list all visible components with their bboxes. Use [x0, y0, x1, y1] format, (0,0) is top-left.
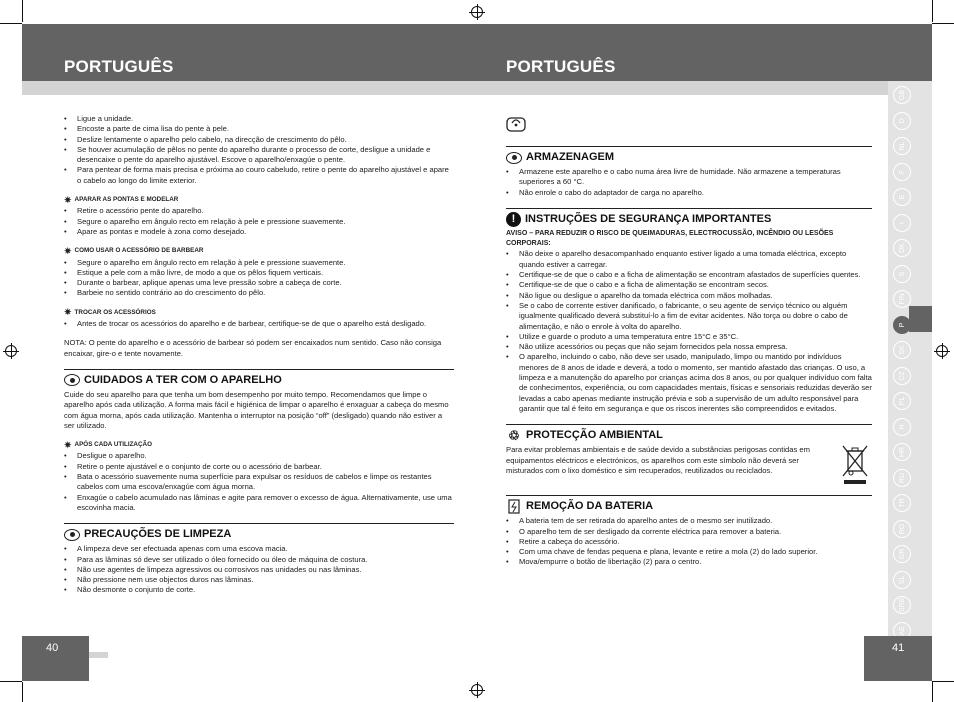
- star-icon: ✷: [64, 307, 72, 318]
- list-item: • Enxagúe o cabelo acumulado nas lâminas e agite para remover o excesso de água. Alternativamente, use uma escovinha macia.: [64, 493, 454, 514]
- language-tab-ru[interactable]: RU: [893, 469, 911, 487]
- language-tab-tr[interactable]: TR: [893, 494, 911, 512]
- list-item: • Não ligue ou desligue o aparelho da tomada eléctrica com mãos molhadas.: [506, 291, 872, 301]
- section-heading: CUIDADOS A TER COM O APARELHO: [64, 369, 454, 388]
- list-item: • Se o cabo de corrente estiver danificado, o fabricante, o seu agente de serviço técnico ou alguém igualmente qualificado deverá substituí-lo a fim de evitar acidentes. Não torça ou dobre o cabo de alimentação, e não o enrole à volta do aparelho.: [506, 301, 872, 332]
- subsection-heading: ✷ COMO USAR O ACESSÓRIO DE BARBEAR: [64, 245, 204, 256]
- star-icon: ✷: [64, 245, 72, 256]
- list-item: • Para as lâminas só deve ser utilizado o óleo fornecido ou óleo de máquina de costura.: [64, 555, 454, 565]
- page-title: PORTUGUÊS: [64, 57, 174, 76]
- crop-mark: [0, 23, 22, 24]
- warning-icon: !: [506, 212, 521, 227]
- crop-mark: [22, 682, 23, 702]
- language-tab-ae[interactable]: AE: [893, 622, 911, 640]
- list-item: • Se houver acumulação de pêlos no pente do aparelho durante o processo de corte, desligue a unidade e desencaixe o pente do aparelho ajustável. Escove o aparelho/enxagúe o pente.: [64, 145, 454, 166]
- section-heading: ! INSTRUÇÕES DE SEGURANÇA IMPORTANTES: [506, 208, 872, 227]
- crop-mark: [0, 681, 22, 682]
- note-text: NOTA: O pente do aparelho e o acessório de barbear só podem ser encaixados num sentido. Caso não consiga encaixar, gire-o e tente novamente.: [64, 338, 442, 358]
- list-item: • Desligue o aparelho.: [64, 451, 454, 461]
- language-tab-d[interactable]: D: [893, 112, 911, 130]
- language-tab-ro[interactable]: RO: [893, 520, 911, 538]
- battery-icon: [506, 499, 522, 514]
- language-tab-i[interactable]: I: [893, 214, 911, 232]
- registration-mark-icon: [934, 343, 950, 359]
- header-band: [22, 81, 476, 95]
- section-heading: ARMAZENAGEM: [506, 146, 872, 165]
- eye-icon: [506, 152, 522, 164]
- list-item: • Estique a pele com a mão livre, de modo a que os pêlos fiquem verticais.: [64, 268, 454, 278]
- list-item: • Segure o aparelho em ângulo recto em relação à pele e pressione suavemente.: [64, 258, 454, 268]
- list-item: • Retire o acessório pente do aparelho.: [64, 206, 454, 216]
- recycle-icon: ♲: [508, 428, 520, 444]
- list-item: • Utilize e guarde o produto a uma temperatura entre 15°C e 35°C.: [506, 332, 872, 342]
- section-heading: PRECAUÇÕES DE LIMPEZA: [64, 523, 454, 542]
- language-tab-p[interactable]: P: [893, 316, 911, 334]
- page-number: 40: [46, 642, 59, 654]
- active-language-tab: [909, 306, 932, 332]
- page-number: 41: [892, 642, 905, 654]
- page-title: PORTUGUÊS: [506, 57, 616, 76]
- list-item: • Com uma chave de fendas pequena e plana, levante e retire a mola (2) do lado superior.: [506, 547, 872, 557]
- language-tab-srb[interactable]: SRB: [893, 596, 911, 614]
- language-tab-sk[interactable]: SK: [893, 341, 911, 359]
- body-text: Cuide do seu aparelho para que tenha um bom desempenho por muito tempo. Recomendamos que limpe o aparelho após cada utilização. A forma mais fácil e higiénica de limpar o aparelho é enxaguar a cabeça do mesmo com água morna, após cada utilização. Mantenha o interruptor na posição “off” (desligado) quando não estiver a ser utilizado.: [64, 389, 449, 430]
- body-text: Para evitar problemas ambientais e de saúde devido a substâncias perigosas contidas em equipamentos eléctricos e electrónicos, os aparelhos com este símbolo não deverá ser misturados com o lixo doméstico e sim recuperados, reutilizados ou reciclados.: [506, 445, 810, 475]
- language-tab-nl[interactable]: NL: [893, 137, 911, 155]
- care-symbol-icon: [506, 114, 526, 134]
- warning-text: AVISO – PARA REDUZIR O RISCO DE QUEIMADURAS, ELECTROCUSSÃO, INCÊNDIO OU LESÕES CORPORAIS:: [506, 229, 834, 248]
- list-item: • Segure o aparelho em ângulo recto em relação à pele e pressione suavemente.: [64, 217, 454, 227]
- list-item: • Apare as pontas e modele à zona como desejado.: [64, 227, 454, 237]
- list-item: • Barbeie no sentido contrário ao do crescimento do pêlo.: [64, 288, 454, 298]
- language-tab-hr[interactable]: HR: [893, 443, 911, 461]
- subsection-heading: ✷ APARAR AS PONTAS E MODELAR: [64, 194, 179, 205]
- language-tab-h[interactable]: H: [893, 418, 911, 436]
- crop-mark: [932, 681, 954, 682]
- language-tab-cz[interactable]: CZ: [893, 367, 911, 385]
- list-item: • Armazene este aparelho e o cabo numa área livre de humidade. Não armazene a temperaturas superiores a 60 °C.: [506, 167, 872, 188]
- list-item: • Não desmonte o conjunto de corte.: [64, 585, 454, 595]
- list-item: • A limpeza deve ser efectuada apenas com uma escova macia.: [64, 544, 454, 554]
- crop-mark: [932, 682, 933, 702]
- language-tab-e[interactable]: E: [893, 188, 911, 206]
- list-item: • Encoste a parte de cima lisa do pente à pele.: [64, 124, 454, 134]
- list-item: • Certifique-se de que o cabo e a ficha de alimentação se encontram afastados de superfícies quentes.: [506, 270, 872, 280]
- list-item: • Não enrole o cabo do adaptador de carga no aparelho.: [506, 188, 872, 198]
- crop-mark: [932, 23, 954, 24]
- left-page-header: [22, 24, 476, 81]
- language-tab-sl[interactable]: SL: [893, 571, 911, 589]
- registration-mark-icon: [469, 682, 485, 698]
- subsection-heading: ✷ TROCAR OS ACESSÓRIOS: [64, 307, 156, 318]
- crop-mark: [22, 0, 23, 22]
- list-item: • Não utilize acessórios ou peças que não sejam fornecidos pela nossa empresa.: [506, 342, 872, 352]
- subsection-heading: ✷ APÓS CADA UTILIZAÇÃO: [64, 439, 152, 450]
- list-item: • Para pentear de forma mais precisa e próxima ao couro cabeludo, retire o pente do aparelho ajustável e apare o cabelo ao longo do limite exterior.: [64, 165, 454, 186]
- right-column: [506, 114, 872, 568]
- right-page-header: [476, 24, 932, 81]
- right-page-footer: [864, 636, 932, 681]
- list-item: • Bata o acessório suavemente numa superfície para expulsar os resíduos de cabelos e limpe os restantes cabelos com uma escova/enxagúe com água morna.: [64, 472, 454, 493]
- section-heading: ♲ PROTECÇÃO AMBIENTAL: [506, 424, 872, 443]
- language-tab-pl[interactable]: PL: [893, 392, 911, 410]
- language-tab-gb[interactable]: GB: [893, 86, 911, 104]
- list-item: • Retire a cabeça do acessório.: [506, 537, 872, 547]
- left-page-footer: [22, 636, 89, 681]
- header-band: [476, 81, 932, 95]
- list-item: • Não pressione nem use objectos duros nas lâminas.: [64, 575, 454, 585]
- footer-band: [89, 652, 108, 658]
- list-item: • Não deixe o aparelho desacompanhado enquanto estiver ligado a uma tomada eléctrica, excepto quando estiver a carregar.: [506, 249, 872, 270]
- section-heading: REMOÇÃO DA BATERIA: [506, 495, 872, 514]
- list-item: • Não use agentes de limpeza agressivos ou corrosivos nas unidades ou nas lâminas.: [64, 565, 454, 575]
- list-item: • O aparelho tem de ser desligado da corrente eléctrica para remover a bateria.: [506, 527, 872, 537]
- eye-icon: [64, 529, 80, 541]
- list-item: • Retire o pente ajustável e o conjunto de corte ou o acessório de barbear.: [64, 462, 454, 472]
- registration-mark-icon: [469, 4, 485, 20]
- crop-mark: [932, 0, 933, 22]
- language-tab-fin[interactable]: FIN: [893, 290, 911, 308]
- list-item: • Antes de trocar os acessórios do aparelho e de barbear, certifique-se de que o aparelho está desligado.: [64, 319, 454, 329]
- star-icon: ✷: [64, 194, 72, 205]
- star-icon: ✷: [64, 439, 72, 450]
- list-item: • Certifique-se de que o cabo e a ficha de alimentação se encontram secos.: [506, 280, 872, 290]
- left-column: [64, 114, 454, 596]
- list-item: • O aparelho, incluindo o cabo, não deve ser usado, manipulado, limpo ou mantido por indivíduos menores de 8 anos de idade e deverá, a todo o momento, ser mantido afastado das crianças. O uso, a limpeza e a manutenção do aparelho por crianças acima dos 8 anos, ou por qualquer indivíduo com falta de conhecimentos, experiência, ou com capacidades mentais, físicas e sensoriais reduzidas deverão ser levadas a cabo apenas mediante instrução prévia e sob a supervisão de um adulto responsável para garantir que tal é feito em segurança e que os riscos inerentes são compreendidos e evitados.: [506, 352, 872, 414]
- eye-icon: [64, 374, 80, 386]
- list-item: • Mova/empurre o botão de libertação (2) para o centro.: [506, 557, 872, 567]
- language-tab-dk[interactable]: DK: [893, 239, 911, 257]
- intro-list: [64, 114, 454, 186]
- list-item: • Deslize lentamente o aparelho pelo cabelo, na direcção de crescimento do pêlo.: [64, 135, 454, 145]
- language-tab-s[interactable]: S: [893, 265, 911, 283]
- environment-block: [506, 445, 872, 485]
- list-item: • A bateria tem de ser retirada do aparelho antes de o mesmo ser inutilizado.: [506, 516, 872, 526]
- crossed-bin-icon: [842, 445, 868, 485]
- registration-mark-icon: [3, 343, 19, 359]
- language-tab-gr[interactable]: GR: [893, 545, 911, 563]
- language-tab-f[interactable]: F: [893, 163, 911, 181]
- list-item: • Ligue a unidade.: [64, 114, 454, 124]
- list-item: • Durante o barbear, aplique apenas uma leve pressão sobre a cabeça de corte.: [64, 278, 454, 288]
